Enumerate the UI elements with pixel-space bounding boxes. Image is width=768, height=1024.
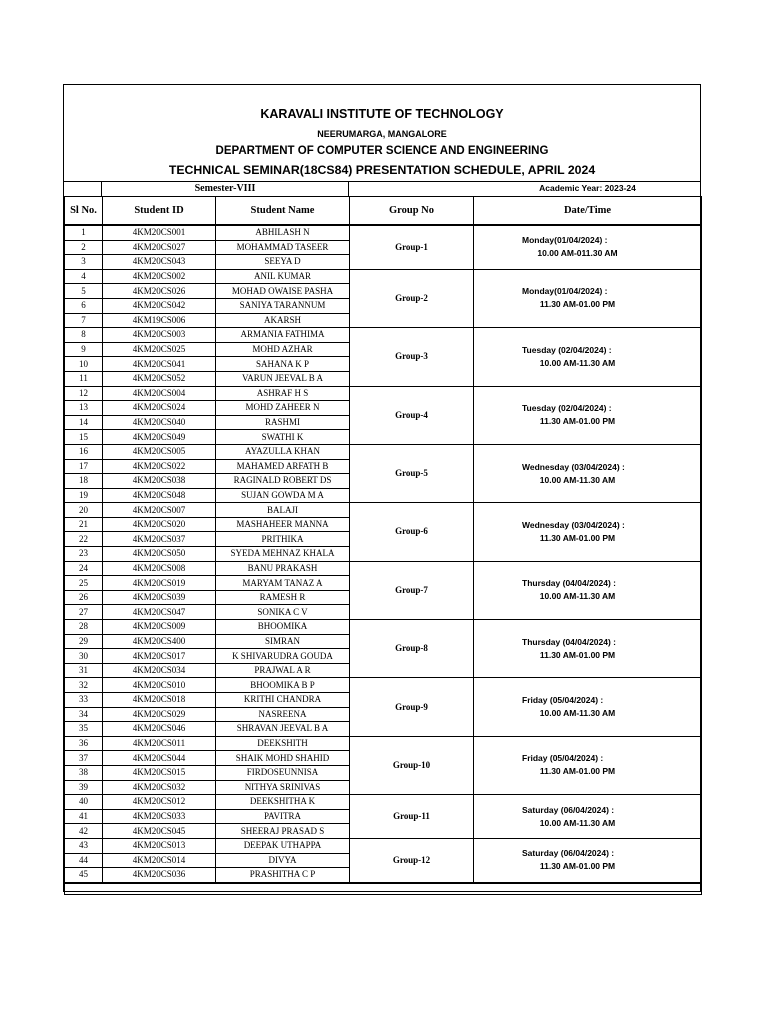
student-name-cell: RAGINALD ROBERT DS	[216, 474, 350, 489]
student-name-cell: BALAJI	[216, 503, 350, 518]
serial-number-cell: 45	[65, 868, 103, 883]
column-header-student-name: Student Name	[216, 197, 350, 226]
student-id-cell: 4KM20CS036	[103, 868, 216, 883]
serial-number-cell: 44	[65, 853, 103, 868]
student-id-cell: 4KM20CS049	[103, 430, 216, 445]
serial-number-cell: 11	[65, 371, 103, 386]
table-row	[65, 225, 702, 240]
student-name-cell: SHEERAJ PRASAD S	[216, 824, 350, 839]
column-header-group-no: Group No	[350, 197, 474, 226]
date-time-cell	[474, 838, 702, 882]
student-name-cell: NITHYA SRINIVAS	[216, 780, 350, 795]
serial-number-cell: 14	[65, 415, 103, 430]
student-id-cell: 4KM20CS001	[103, 225, 216, 240]
date-time-cell	[474, 328, 702, 386]
student-id-cell: 4KM20CS040	[103, 415, 216, 430]
footer-blank-cell	[65, 883, 702, 895]
student-name-cell: SHRAVAN JEEVAL B A	[216, 722, 350, 737]
group-number-cell: Group-7	[350, 561, 474, 619]
student-name-cell: MAHAMED ARFATH B	[216, 459, 350, 474]
student-name-cell: DEEKSHITHA K	[216, 795, 350, 810]
student-name-cell: PRITHIKA	[216, 532, 350, 547]
student-name-cell: AYAZULLA KHAN	[216, 444, 350, 459]
student-id-cell: 4KM20CS041	[103, 357, 216, 372]
student-name-cell: K SHIVARUDRA GOUDA	[216, 649, 350, 664]
table-row	[65, 620, 702, 635]
student-id-cell: 4KM20CS029	[103, 707, 216, 722]
student-name-cell: MOHAMMAD TASEER	[216, 240, 350, 255]
student-id-cell: 4KM20CS050	[103, 547, 216, 562]
student-name-cell: BHOOMIKA	[216, 620, 350, 635]
serial-number-cell: 6	[65, 298, 103, 313]
date-time-cell	[474, 269, 702, 327]
session-day: Monday(01/04/2024) :	[522, 286, 608, 297]
session-time: 10.00 AM-11.30 AM	[539, 474, 616, 485]
student-name-cell: RASHMI	[216, 415, 350, 430]
meta-blank-cell	[349, 182, 473, 196]
student-id-cell: 4KM20CS043	[103, 255, 216, 270]
department-title: DEPARTMENT OF COMPUTER SCIENCE AND ENGINEERING	[215, 145, 549, 157]
student-name-cell: SEEYA D	[216, 255, 350, 270]
academic-year-label: Academic Year: 2023-24	[539, 183, 636, 193]
student-id-cell: 4KM20CS026	[103, 284, 216, 299]
student-id-cell: 4KM20CS034	[103, 663, 216, 678]
table-row	[65, 328, 702, 343]
session-time: 11.30 AM-01.00 PM	[539, 649, 616, 660]
table-row	[65, 561, 702, 576]
serial-number-cell: 37	[65, 751, 103, 766]
serial-number-cell: 35	[65, 722, 103, 737]
session-day: Friday (05/04/2024) :	[522, 695, 604, 706]
student-id-cell: 4KM20CS027	[103, 240, 216, 255]
student-id-cell: 4KM19CS006	[103, 313, 216, 328]
student-id-cell: 4KM20CS011	[103, 736, 216, 751]
group-number-cell: Group-11	[350, 795, 474, 839]
student-name-cell: NASREENA	[216, 707, 350, 722]
student-id-cell: 4KM20CS032	[103, 780, 216, 795]
group-number-cell: Group-10	[350, 736, 474, 794]
date-time-cell	[474, 678, 702, 736]
serial-number-cell: 3	[65, 255, 103, 270]
session-day: Saturday (06/04/2024) :	[522, 848, 615, 859]
serial-number-cell: 20	[65, 503, 103, 518]
session-day: Thursday (04/04/2024) :	[522, 636, 617, 647]
student-id-cell: 4KM20CS045	[103, 824, 216, 839]
student-name-cell: RAMESH R	[216, 590, 350, 605]
student-id-cell: 4KM20CS400	[103, 634, 216, 649]
student-name-cell: SANIYA TARANNUM	[216, 298, 350, 313]
student-id-cell: 4KM20CS039	[103, 590, 216, 605]
serial-number-cell: 10	[65, 357, 103, 372]
serial-number-cell: 30	[65, 649, 103, 664]
session-time: 11.30 AM-01.00 PM	[539, 861, 616, 872]
column-header-sl-no: Sl No.	[65, 197, 103, 226]
serial-number-cell: 9	[65, 342, 103, 357]
date-time-cell	[474, 503, 702, 561]
student-name-cell: SIMRAN	[216, 634, 350, 649]
student-name-cell: SWATHI K	[216, 430, 350, 445]
student-name-cell: SHAIK MOHD SHAHID	[216, 751, 350, 766]
group-number-cell: Group-9	[350, 678, 474, 736]
student-name-cell: DIVYA	[216, 853, 350, 868]
student-id-cell: 4KM20CS002	[103, 269, 216, 284]
group-number-cell: Group-8	[350, 620, 474, 678]
serial-number-cell: 24	[65, 561, 103, 576]
serial-number-cell: 22	[65, 532, 103, 547]
student-name-cell: DEEPAK UTHAPPA	[216, 838, 350, 853]
student-name-cell: KRITHI CHANDRA	[216, 693, 350, 708]
student-name-cell: BANU PRAKASH	[216, 561, 350, 576]
serial-number-cell: 36	[65, 736, 103, 751]
serial-number-cell: 4	[65, 269, 103, 284]
student-id-cell: 4KM20CS003	[103, 328, 216, 343]
date-time-cell	[474, 620, 702, 678]
session-day: Monday(01/04/2024) :	[522, 235, 608, 246]
student-id-cell: 4KM20CS019	[103, 576, 216, 591]
student-name-cell: MOHD ZAHEER N	[216, 401, 350, 416]
student-id-cell: 4KM20CS024	[103, 401, 216, 416]
serial-number-cell: 28	[65, 620, 103, 635]
student-id-cell: 4KM20CS052	[103, 371, 216, 386]
group-number-cell: Group-4	[350, 386, 474, 444]
date-time-cell	[474, 386, 702, 444]
session-time: 10.00 AM-11.30 AM	[539, 708, 616, 719]
group-number-cell: Group-5	[350, 444, 474, 502]
student-id-cell: 4KM20CS007	[103, 503, 216, 518]
date-time-cell	[474, 225, 702, 269]
serial-number-cell: 21	[65, 517, 103, 532]
table-row	[65, 795, 702, 810]
schedule-sheet	[63, 84, 701, 892]
serial-number-cell: 31	[65, 663, 103, 678]
student-name-cell: ARMANIA FATHIMA	[216, 328, 350, 343]
student-id-cell: 4KM20CS020	[103, 517, 216, 532]
serial-number-cell: 40	[65, 795, 103, 810]
student-name-cell: MASHAHEER MANNA	[216, 517, 350, 532]
session-time: 11.30 AM-01.00 PM	[539, 766, 616, 777]
student-id-cell: 4KM20CS014	[103, 853, 216, 868]
group-number-cell: Group-3	[350, 328, 474, 386]
student-id-cell: 4KM20CS012	[103, 795, 216, 810]
serial-number-cell: 25	[65, 576, 103, 591]
student-id-cell: 4KM20CS042	[103, 298, 216, 313]
serial-number-cell: 23	[65, 547, 103, 562]
session-day: Tuesday (02/04/2024) :	[522, 403, 612, 414]
serial-number-cell: 17	[65, 459, 103, 474]
table-header-row	[65, 197, 702, 226]
table-body	[65, 225, 702, 894]
student-id-cell: 4KM20CS004	[103, 386, 216, 401]
student-id-cell: 4KM20CS033	[103, 809, 216, 824]
serial-number-cell: 19	[65, 488, 103, 503]
schedule-table	[64, 196, 702, 895]
serial-number-cell: 15	[65, 430, 103, 445]
student-name-cell: SAHANA K P	[216, 357, 350, 372]
date-time-cell	[474, 444, 702, 502]
student-name-cell: VARUN JEEVAL B A	[216, 371, 350, 386]
student-id-cell: 4KM20CS044	[103, 751, 216, 766]
session-time: 10.00 AM-011.30 AM	[537, 248, 618, 259]
session-time: 10.00 AM-11.30 AM	[539, 817, 616, 828]
session-time: 10.00 AM-11.30 AM	[539, 591, 616, 602]
session-day: Friday (05/04/2024) :	[522, 753, 604, 764]
student-name-cell: PRAJWAL A R	[216, 663, 350, 678]
session-time: 11.30 AM-01.00 PM	[539, 532, 616, 543]
student-name-cell: ANIL KUMAR	[216, 269, 350, 284]
student-id-cell: 4KM20CS048	[103, 488, 216, 503]
student-id-cell: 4KM20CS017	[103, 649, 216, 664]
student-id-cell: 4KM20CS008	[103, 561, 216, 576]
serial-number-cell: 5	[65, 284, 103, 299]
date-time-cell	[474, 736, 702, 794]
serial-number-cell: 33	[65, 693, 103, 708]
session-time: 11.30 AM-01.00 PM	[539, 299, 616, 310]
student-id-cell: 4KM20CS022	[103, 459, 216, 474]
student-id-cell: 4KM20CS025	[103, 342, 216, 357]
serial-number-cell: 18	[65, 474, 103, 489]
table-row	[65, 386, 702, 401]
serial-number-cell: 42	[65, 824, 103, 839]
schedule-title: TECHNICAL SEMINAR(18CS84) PRESENTATION SCHEDULE, APRIL 2024	[168, 163, 596, 177]
student-id-cell: 4KM20CS010	[103, 678, 216, 693]
session-day: Tuesday (02/04/2024) :	[522, 344, 612, 355]
student-name-cell: SUJAN GOWDA M A	[216, 488, 350, 503]
serial-number-cell: 2	[65, 240, 103, 255]
serial-number-cell: 8	[65, 328, 103, 343]
session-day: Thursday (04/04/2024) :	[522, 578, 617, 589]
serial-number-cell: 32	[65, 678, 103, 693]
table-row	[65, 678, 702, 693]
session-day: Wednesday (03/04/2024) :	[522, 519, 625, 530]
serial-number-cell: 12	[65, 386, 103, 401]
table-row	[65, 838, 702, 853]
student-name-cell: MOHD AZHAR	[216, 342, 350, 357]
institute-location: NEERUMARGA, MANGALORE	[317, 129, 447, 139]
session-time: 11.30 AM-01.00 PM	[539, 416, 616, 427]
serial-number-cell: 26	[65, 590, 103, 605]
student-name-cell: FIRDOSEUNNISA	[216, 765, 350, 780]
footer-blank-row	[65, 883, 702, 895]
student-id-cell: 4KM20CS046	[103, 722, 216, 737]
student-name-cell: ABHILASH N	[216, 225, 350, 240]
student-name-cell: MARYAM TANAZ A	[216, 576, 350, 591]
student-name-cell: PRASHITHA C P	[216, 868, 350, 883]
column-header-date-time: Date/Time	[474, 197, 702, 226]
student-id-cell: 4KM20CS009	[103, 620, 216, 635]
group-number-cell: Group-2	[350, 269, 474, 327]
table-row	[65, 269, 702, 284]
student-id-cell: 4KM20CS005	[103, 444, 216, 459]
student-name-cell: ASHRAF H S	[216, 386, 350, 401]
table-row	[65, 736, 702, 751]
serial-number-cell: 1	[65, 225, 103, 240]
serial-number-cell: 7	[65, 313, 103, 328]
student-id-cell: 4KM20CS013	[103, 838, 216, 853]
session-time: 10.00 AM-11.30 AM	[539, 357, 616, 368]
serial-number-cell: 16	[65, 444, 103, 459]
date-time-cell	[474, 795, 702, 839]
date-time-cell	[474, 561, 702, 619]
semester-label: Semester-VIII	[102, 182, 349, 196]
serial-number-cell: 13	[65, 401, 103, 416]
student-name-cell: SYEDA MEHNAZ KHALA	[216, 547, 350, 562]
student-id-cell: 4KM20CS037	[103, 532, 216, 547]
student-id-cell: 4KM20CS038	[103, 474, 216, 489]
session-day: Saturday (06/04/2024) :	[522, 804, 615, 815]
table-row	[65, 503, 702, 518]
serial-number-cell: 43	[65, 838, 103, 853]
serial-number-cell: 41	[65, 809, 103, 824]
meta-blank-cell	[64, 182, 102, 196]
student-name-cell: DEEKSHITH	[216, 736, 350, 751]
group-number-cell: Group-6	[350, 503, 474, 561]
serial-number-cell: 27	[65, 605, 103, 620]
session-day: Wednesday (03/04/2024) :	[522, 461, 625, 472]
student-name-cell: BHOOMIKA B P	[216, 678, 350, 693]
meta-row	[64, 181, 700, 196]
student-name-cell: PAVITRA	[216, 809, 350, 824]
student-id-cell: 4KM20CS018	[103, 693, 216, 708]
student-id-cell: 4KM20CS047	[103, 605, 216, 620]
serial-number-cell: 39	[65, 780, 103, 795]
table-row	[65, 444, 702, 459]
institute-title: KARAVALI INSTITUTE OF TECHNOLOGY	[260, 107, 504, 121]
column-header-student-id: Student ID	[103, 197, 216, 226]
student-name-cell: MOHAD OWAISE PASHA	[216, 284, 350, 299]
student-id-cell: 4KM20CS015	[103, 765, 216, 780]
serial-number-cell: 29	[65, 634, 103, 649]
serial-number-cell: 34	[65, 707, 103, 722]
student-name-cell: AKARSH	[216, 313, 350, 328]
group-number-cell: Group-1	[350, 225, 474, 269]
student-name-cell: SONIKA C V	[216, 605, 350, 620]
group-number-cell: Group-12	[350, 838, 474, 882]
serial-number-cell: 38	[65, 765, 103, 780]
